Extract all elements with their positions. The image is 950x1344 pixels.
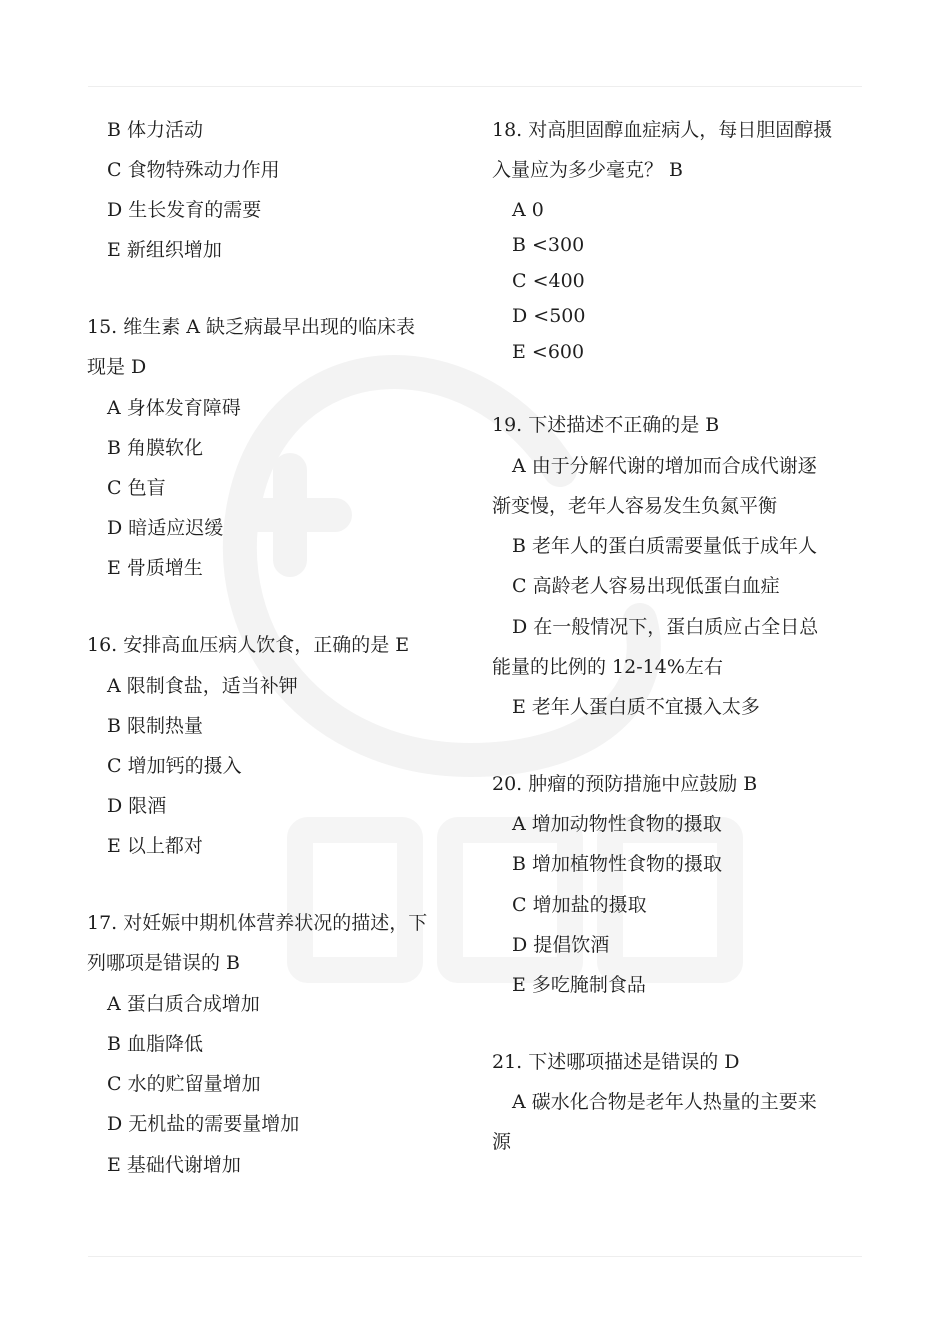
- q14-option-d: D 生长发育的需要: [107, 199, 262, 221]
- q18-stem-cont: 入量应为多少毫克？ B: [492, 159, 684, 181]
- q19-option-e: E 老年人蛋白质不宜摄入太多: [512, 696, 760, 718]
- q15-option-a: A 身体发育障碍: [107, 397, 241, 419]
- q17-option-e: E 基础代谢增加: [107, 1154, 241, 1176]
- q15-option-d: D 暗适应迟缓: [107, 517, 224, 539]
- q19-option-c: C 高龄老人容易出现低蛋白血症: [512, 575, 780, 597]
- q14-option-c: C 食物特殊动力作用: [107, 159, 280, 181]
- q18-option-c: C <400: [512, 270, 585, 292]
- q14-option-e: E 新组织增加: [107, 239, 222, 261]
- q15-option-b: B 角膜软化: [107, 437, 204, 459]
- q16-option-e: E 以上都对: [107, 835, 203, 857]
- q19-option-d: D 在一般情况下，蛋白质应占全日总: [512, 616, 819, 638]
- q17-option-a: A 蛋白质合成增加: [107, 993, 260, 1015]
- q16-stem: 16. 安排高血压病人饮食，正确的是 E: [87, 634, 410, 656]
- q16-option-c: C 增加钙的摄入: [107, 755, 242, 777]
- q21-stem: 21. 下述哪项描述是错误的 D: [492, 1051, 740, 1073]
- q17-option-d: D 无机盐的需要量增加: [107, 1113, 300, 1135]
- q18-stem: 18. 对高胆固醇血症病人，每日胆固醇摄: [492, 119, 833, 141]
- q15-option-e: E 骨质增生: [107, 557, 203, 579]
- q21-option-a-cont: 源: [492, 1131, 512, 1153]
- q19-stem: 19. 下述描述不正确的是 B: [492, 414, 720, 436]
- q19-option-b: B 老年人的蛋白质需要量低于成年人: [512, 535, 818, 557]
- q16-option-d: D 限酒: [107, 795, 167, 817]
- q20-option-e: E 多吃腌制食品: [512, 974, 646, 996]
- q17-stem-cont: 列哪项是错误的 B: [87, 952, 241, 974]
- q15-stem-cont: 现是 D: [87, 356, 147, 378]
- q18-option-a: A 0: [512, 199, 544, 221]
- q21-option-a: A 碳水化合物是老年人热量的主要来: [512, 1091, 817, 1113]
- q18-option-b: B <300: [512, 234, 585, 256]
- q20-stem: 20. 肿瘤的预防措施中应鼓励 B: [492, 773, 758, 795]
- top-rule: [88, 86, 862, 87]
- q14-option-b: B 体力活动: [107, 119, 204, 141]
- q17-stem: 17. 对妊娠中期机体营养状况的描述，下: [87, 912, 428, 934]
- q16-option-a: A 限制食盐，适当补钾: [107, 675, 298, 697]
- q15-stem: 15. 维生素 A 缺乏病最早出现的临床表: [87, 316, 416, 338]
- q20-option-a: A 增加动物性食物的摄取: [512, 813, 722, 835]
- q16-option-b: B 限制热量: [107, 715, 204, 737]
- q20-option-d: D 提倡饮酒: [512, 934, 610, 956]
- q19-option-a: A 由于分解代谢的增加而合成代谢逐: [512, 455, 817, 477]
- q18-option-e: E <600: [512, 341, 585, 363]
- bottom-rule: [88, 1256, 862, 1257]
- q19-option-a-cont: 渐变慢，老年人容易发生负氮平衡: [492, 495, 778, 517]
- q19-option-d-cont: 能量的比例的 12-14%左右: [492, 656, 723, 678]
- q15-option-c: C 色盲: [107, 477, 166, 499]
- q17-option-c: C 水的贮留量增加: [107, 1073, 261, 1095]
- q17-option-b: B 血脂降低: [107, 1033, 204, 1055]
- q20-option-c: C 增加盐的摄取: [512, 894, 647, 916]
- q20-option-b: B 增加植物性食物的摄取: [512, 853, 723, 875]
- q18-option-d: D <500: [512, 305, 586, 327]
